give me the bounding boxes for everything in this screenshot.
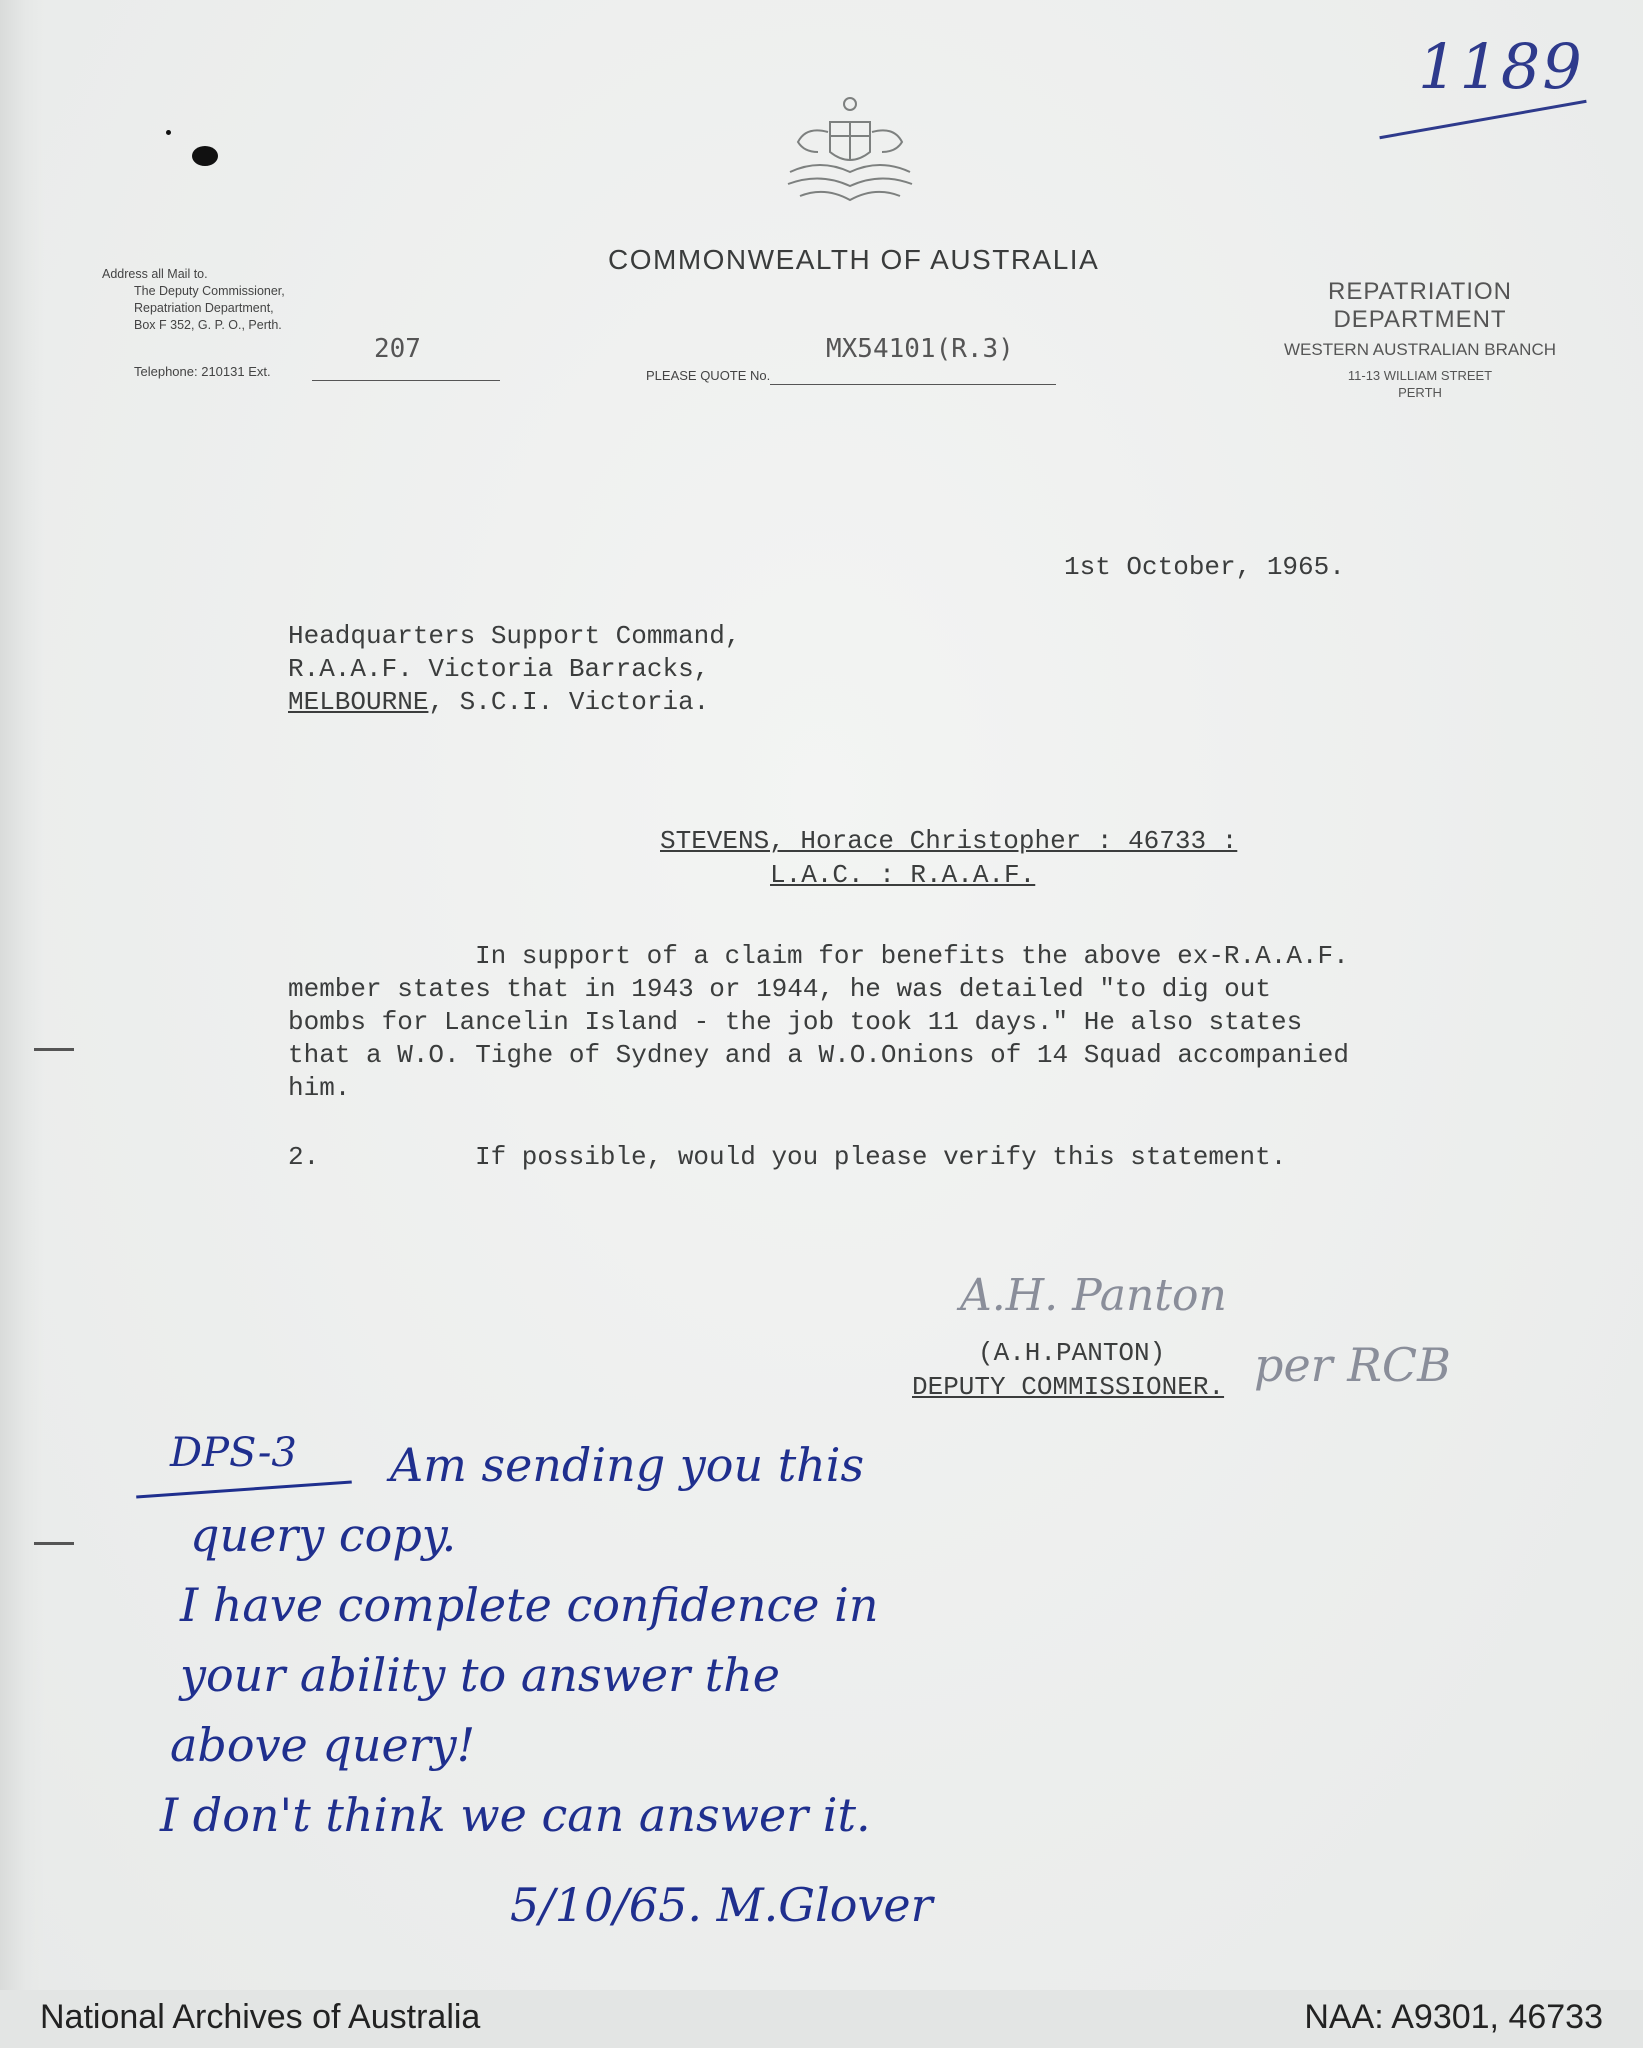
mail-address-block bbox=[102, 266, 285, 334]
archive-name: National Archives of Australia bbox=[40, 1998, 481, 2036]
note-line: query copy. bbox=[190, 1508, 457, 1562]
signatory-title: DEPUTY COMMISSIONER. bbox=[912, 1372, 1225, 1402]
archive-reference: NAA: A9301, 46733 bbox=[1304, 1998, 1603, 2036]
address-line: Box F 352, G. P. O., Perth. bbox=[134, 318, 282, 332]
note-line: Am sending you this bbox=[390, 1438, 865, 1492]
subject-line: L.A.C. : R.A.A.F. bbox=[770, 860, 1036, 890]
note-line: above query! bbox=[170, 1718, 476, 1772]
letterhead-title: COMMONWEALTH OF AUSTRALIA bbox=[608, 244, 1100, 275]
telephone-rule bbox=[312, 380, 500, 381]
telephone-label: Telephone: 210131 Ext. bbox=[134, 364, 271, 379]
address-line: Address all Mail to. bbox=[102, 267, 208, 281]
address-line: The Deputy Commissioner, bbox=[134, 284, 285, 298]
quote-rule bbox=[770, 384, 1056, 385]
per-initials: per RCB bbox=[1254, 1338, 1451, 1392]
letter-date: 1st October, 1965. bbox=[1064, 552, 1345, 582]
body-line: member states that in 1943 or 1944, he was detailed "to dig out bbox=[288, 974, 1271, 1004]
handwritten-signature: A.H. Panton bbox=[960, 1270, 1227, 1321]
body-line: In support of a claim for benefits the above ex-R.A.A.F. bbox=[475, 941, 1349, 971]
ink-dot bbox=[166, 130, 171, 135]
subject-heading bbox=[660, 824, 1237, 892]
margin-mark bbox=[34, 1542, 74, 1545]
paragraph-number: 2. bbox=[288, 1142, 320, 1172]
city: PERTH bbox=[1398, 385, 1442, 400]
note-line: your ability to answer the bbox=[180, 1648, 781, 1702]
street-address: 11-13 WILLIAM STREET bbox=[1347, 368, 1493, 383]
paragraph-two bbox=[288, 1142, 1286, 1172]
branch-name: WESTERN AUSTRALIAN BRANCH bbox=[1283, 340, 1557, 359]
telephone-extension: 207 bbox=[374, 334, 421, 364]
note-line: I have complete confidence in bbox=[180, 1578, 879, 1632]
department-block bbox=[1244, 278, 1596, 400]
addressee-line: Headquarters Support Command, bbox=[288, 621, 741, 651]
signatory-name: (A.H.PANTON) bbox=[978, 1338, 1166, 1368]
body-line: him. bbox=[288, 1073, 351, 1103]
file-number-handwritten: 1189 bbox=[1418, 30, 1584, 103]
ink-spot bbox=[192, 146, 218, 166]
paragraph-text: If possible, would you please verify this statement. bbox=[475, 1142, 1287, 1172]
handwritten-note bbox=[150, 1430, 878, 1850]
note-line: I don't think we can answer it. bbox=[160, 1788, 871, 1842]
handwritten-note-heading: DPS-3 bbox=[170, 1430, 297, 1476]
addressee-line bbox=[288, 686, 740, 719]
addressee-line: R.A.A.F. Victoria Barracks, bbox=[288, 654, 710, 684]
margin-mark bbox=[34, 1048, 74, 1051]
department-name: REPATRIATION DEPARTMENT bbox=[1327, 278, 1512, 333]
coat-of-arms-icon bbox=[770, 92, 930, 208]
body-line: that a W.O. Tighe of Sydney and a W.O.Onions of 14 Squad accompanied bbox=[288, 1040, 1349, 1070]
addressee-state: , S.C.I. Victoria. bbox=[428, 687, 710, 717]
page-edge-shadow bbox=[0, 0, 44, 1990]
subject-line: STEVENS, Horace Christopher : 46733 : bbox=[660, 826, 1238, 856]
addressee-block bbox=[288, 620, 740, 719]
body-line: bombs for Lancelin Island - the job took 11 days." He also states bbox=[288, 1007, 1303, 1037]
body-paragraph bbox=[288, 940, 1349, 1105]
quote-label: PLEASE QUOTE No. bbox=[646, 368, 771, 383]
addressee-city: MELBOURNE bbox=[288, 687, 429, 717]
quote-reference: MX54101(R.3) bbox=[826, 334, 1014, 364]
address-line: Repatriation Department, bbox=[134, 301, 274, 315]
handwritten-date-signature: 5/10/65. M.Glover bbox=[510, 1878, 933, 1932]
